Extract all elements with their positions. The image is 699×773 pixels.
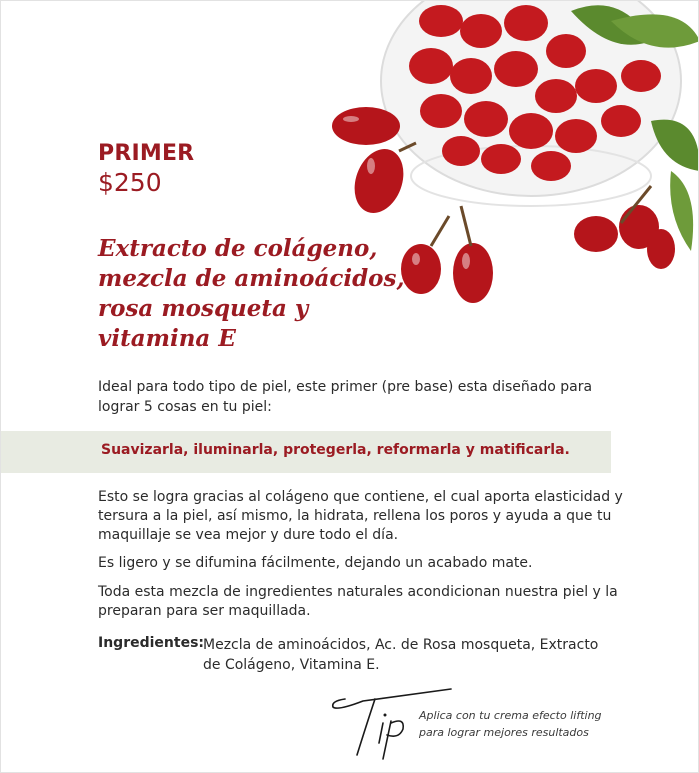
tip-line: Aplica con tu crema efecto lifting [419, 709, 602, 722]
benefit-paragraph: Esto se logra gracias al colágeno que contiene, el cual aporta elasticidad y tersura a la piel, así mismo, la hidrata, rellena los poros y ayuda a que tu maquillaje se vea mejor y dure todo el día. [98, 489, 623, 543]
product-price: $250 [98, 168, 162, 197]
tip-text [419, 707, 619, 741]
product-name: PRIMER [98, 141, 195, 166]
ingredients-list: Mezcla de aminoácidos, Ac. de Rosa mosqueta, Extracto de Colágeno, Vitamina E. [203, 637, 599, 673]
conditioning-paragraph: Toda esta mezcla de ingredientes naturales acondicionan nuestra piel y la preparan para ser maquillada. [98, 584, 618, 619]
intro-paragraph: Ideal para todo tipo de piel, este primer (pre base) esta diseñado para lograr 5 cosas en tu piel: [98, 379, 593, 415]
headline-line: mezcla de aminoácidos, [98, 265, 405, 292]
headline [98, 234, 418, 354]
texture-paragraph: Es ligero y se difumina fácilmente, dejando un acabado mate. [98, 555, 533, 571]
headline-line: Extracto de colágeno, [98, 235, 378, 262]
benefits-highlight: Suavizarla, iluminarla, protegerla, reformarla y matificarla. [101, 442, 570, 458]
headline-line: rosa mosqueta y [98, 295, 309, 322]
ingredients-label: Ingredientes: [98, 635, 204, 651]
headline-line: vitamina E [98, 325, 236, 352]
tip-line: para lograr mejores resultados [419, 726, 589, 739]
